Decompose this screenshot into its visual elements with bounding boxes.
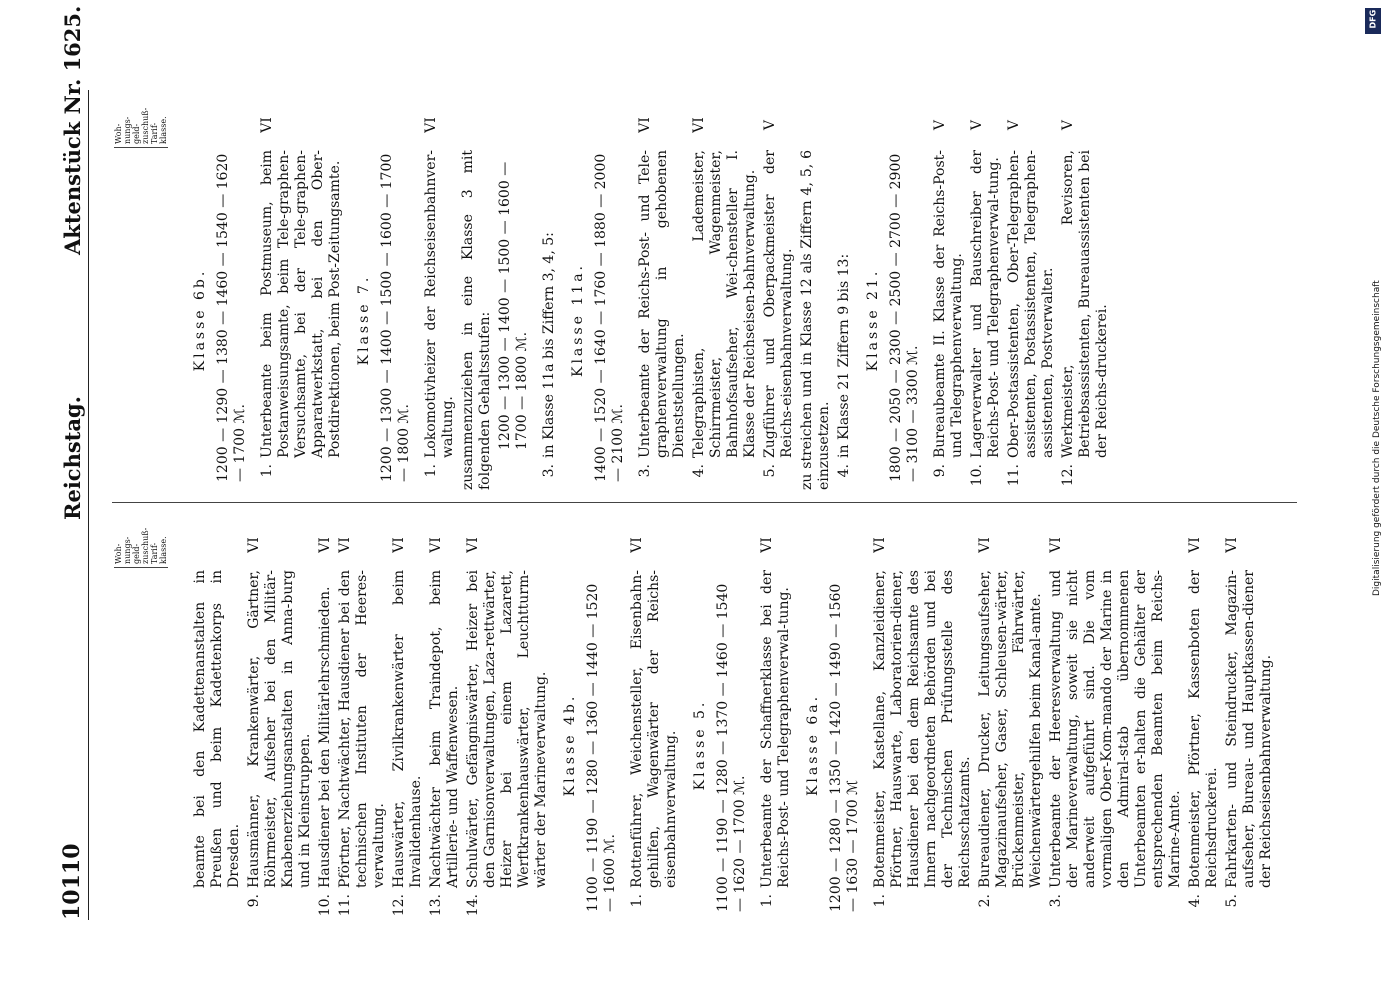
salary-scale: 1800 — 2050 — 2300 — 2500 — 2700 — 2900 — 3100 — 3300 ℳ. (888, 153, 921, 482)
list-item (1187, 510, 1221, 920)
page-number: 10110 (59, 843, 85, 920)
item-text: Werkmeister, Revisoren, Betriebsassistenten, Bureauassistenten bei der Reichs-druckerei. (1060, 150, 1110, 458)
tariff-class: VI (977, 537, 993, 553)
item-text: Botenmeister, Pförtner, Kassenboten der Reichsdruckerei. (1187, 570, 1220, 888)
item-list (932, 90, 1111, 490)
list-item (637, 90, 688, 490)
list-item (1048, 510, 1184, 920)
tariff-class: V (1006, 119, 1022, 131)
item-text: Fahrkarten- und Steindrucker, Magazin-aufseher, Bureau- und Hauptkassen-diener der Reichseisenbahnverwaltung. (1224, 570, 1274, 888)
class-heading: Klasse 7. (356, 274, 372, 366)
header-rule (88, 90, 89, 920)
item-number: 5. (762, 464, 778, 478)
salary-scale: 1100 — 1190 — 1280 — 1360 — 1440 — 1520 — 1600 ℳ. (585, 583, 618, 912)
list-item (977, 510, 1045, 920)
tariff-class: VI (259, 117, 275, 133)
item-number: 5. (1224, 894, 1240, 908)
item-text: Hausdiener bei den Militärlehrschmieden. (317, 586, 333, 888)
column-divider (112, 502, 1297, 503)
salary-scale: 1200 — 1290 — 1380 — 1460 — 1540 — 1620 — 1700 ℳ. (215, 153, 248, 482)
item-text: Telegraphisten, Lademeister, Schirrmeister, Wagenmeister, Bahnhofsaufseher, Wei-chensteller I. Klasse der Reichseisen-bahnverwaltung. (691, 150, 758, 458)
tariff-class: V (1060, 119, 1076, 131)
credit-text: Digitalisierung gefördert durch die Deutsche Forschungsgemeinschaft (1372, 280, 1382, 596)
class-heading: Klasse 21. (865, 268, 881, 372)
item-number: 4. (1187, 894, 1203, 908)
item-text: in Klasse 11a bis Ziffern 3, 4, 5: (541, 232, 557, 458)
tariff-class: VI (637, 117, 653, 133)
merge-instruction: zusammenzuziehen in eine Klasse 3 mit folgenden Gehaltsstufen: (460, 150, 493, 490)
amendment-item (541, 90, 558, 490)
item-text: Schulwärter, Gefängniswärter, Heizer bei den Garnisonverwaltungen, Laza-rettwärter, Heizer bei einem Lazarett, Werftkrankenhauswärter, Leuchtturm-wärter der Marineverwaltung. (465, 570, 549, 888)
item-text: Unterbeamte der Reichs-Post- und Tele-graphenverwaltung in gehobenen Dienststellungen. (637, 150, 687, 458)
list-item (428, 510, 462, 920)
table-header (112, 510, 192, 920)
item-number: 9. (246, 894, 262, 908)
item-text: Rottenführer, Weichensteller, Eisenbahn-gehilfen, Wagenwärter der Reichs-eisenbahnverwaltung. (629, 570, 679, 888)
page-title: Reichstag. (60, 396, 85, 520)
item-number: 1. (759, 894, 775, 908)
right-column (112, 90, 1114, 490)
strike-instruction: zu streichen und in Klasse 12 als Ziffern 4, 5, 6 einzusetzen. (799, 150, 832, 490)
table-header (112, 90, 192, 490)
item-text: Nachtwächter beim Traindepot, beim Artillerie- und Waffenwesen. (428, 570, 461, 888)
item-list (629, 510, 680, 920)
item-text: Bureaubeamte II. Klasse der Reichs-Post- und Telegraphenverwaltung. (932, 150, 965, 458)
salary-scale: 1200 — 1300 — 1400 — 1500 — 1600 — 1700 — 1800 ℳ. (379, 153, 412, 482)
tariff-class: VI (759, 537, 775, 553)
item-list (637, 90, 796, 490)
tariff-class: VI (428, 537, 444, 553)
tariff-class: VI (691, 117, 707, 133)
tariff-class: VI (337, 537, 353, 553)
tariff-class: VI (1187, 537, 1203, 553)
item-number: 4. (691, 464, 707, 478)
item-text: Hausmänner, Krankenwärter, Gärtner, Röhrmeister, Aufseher bei den Militär-Knabenerziehungsanstalten in Anna-burg und in Kleinstruppen. (246, 570, 313, 888)
tariff-class: VI (872, 537, 888, 553)
item-number: 10. (969, 464, 985, 487)
left-column (112, 510, 1278, 920)
tariff-class: V (969, 119, 985, 131)
list-item (759, 510, 793, 920)
item-number: 3. (1048, 894, 1064, 908)
item-number: 10. (317, 894, 333, 917)
item-number: 9. (932, 464, 948, 478)
item-number: 4. (836, 464, 852, 478)
amendment-item (836, 90, 853, 490)
tariff-class: V (932, 119, 948, 131)
item-number: 13. (428, 894, 444, 917)
list-item (691, 90, 759, 490)
item-number: 14. (465, 894, 481, 917)
list-item (465, 510, 550, 920)
list-item (762, 90, 796, 490)
list-item (317, 510, 334, 920)
item-number: 3. (541, 464, 557, 478)
item-number: 11. (337, 894, 353, 917)
tariff-class: VI (391, 537, 407, 553)
class-heading: Klasse 6a. (805, 693, 821, 797)
list-item (246, 510, 314, 920)
tariff-class-header: Woh- nungs- geld- zuschuß- Tarif- klasse. (114, 510, 168, 568)
tariff-class: VI (629, 537, 645, 553)
item-text: Botenmeister, Kastellane, Kanzleidiener, Pförtner, Hauswarte, Laboratorien-diener, Hausdiener bei den dem Reichsamte des Innern nachgeordneten Behörden und bei der Technischen Prüfungsstelle des Reichsschatzamts. (872, 570, 973, 888)
list-item (872, 510, 974, 920)
item-list (759, 510, 793, 920)
digitization-credit (1372, 36, 1382, 596)
list-item (337, 510, 388, 920)
item-text: Unterbeamte der Schaffnerklasse bei der Reichs-Post- und Telegraphenverwal-tung. (759, 570, 792, 888)
tariff-class: VI (465, 537, 481, 553)
class-heading: Klasse 4b. (562, 693, 578, 797)
item-number: 1. (259, 464, 275, 478)
item-text: Pförtner, Nachtwächter, Hausdiener bei den technischen Instituten der Heeres-verwaltung. (337, 570, 387, 888)
class-heading: Klasse 5. (692, 699, 708, 791)
tariff-class: VI (1048, 537, 1064, 553)
item-list (246, 510, 550, 920)
item-number: 3. (637, 464, 653, 478)
list-item (423, 90, 457, 490)
list-item (1006, 90, 1057, 490)
item-text: Unterbeamte beim Postmuseum, beim Postanweisungsamte, beim Tele-graphen-Versuchsamte, bei der Tele-graphen-Apparatwerkstatt, bei den Ober-Postdirektionen, beim Post-Zeitungsamte. (259, 150, 343, 458)
class-heading: Klasse 11a. (570, 263, 586, 377)
item-text: in Klasse 21 Ziffern 9 bis 13: (836, 253, 852, 458)
item-text: Hauswärter, Zivilkrankenwärter beim Invalidenhause. (391, 570, 424, 888)
item-text: Ober-Postassistenten, Ober-Telegraphen-assistenten, Postassistenten, Telegraphen-assistenten, Postverwalter. (1006, 150, 1056, 458)
salary-scale: 1200 — 1300 — 1400 — 1500 — 1600 — 1700 — 1800 ℳ. (497, 161, 530, 450)
tariff-class-header: Woh- nungs- geld- zuschuß- Tarif- klasse. (114, 90, 168, 148)
class-heading: Klasse 6b. (192, 268, 208, 372)
item-number: 1. (423, 464, 439, 478)
list-item (1060, 90, 1111, 490)
item-number: 1. (629, 894, 645, 908)
item-text: Unterbeamte der Heeresverwaltung und der Marineverwaltung, soweit sie nicht anderweit aufgeführt sind. Die vom vormaligen Ober-Kom-mando der Marine in den Admiral-stab übernommenen Unterbeamten er-halten die Gehälter der entsprechenden Beamten beim Reichs-Marine-Amte. (1048, 570, 1183, 888)
item-text: Zugführer und Oberpackmeister der Reichs-eisenbahnverwaltung. (762, 150, 795, 458)
salary-scale: 1400 — 1520 — 1640 — 1760 — 1880 — 2000 — 2100 ℳ. (593, 153, 626, 482)
item-number: 12. (1060, 464, 1076, 487)
list-item (259, 90, 344, 490)
tariff-class: VI (423, 117, 439, 133)
tariff-class: V (762, 119, 778, 131)
tariff-class: VI (246, 537, 262, 553)
item-number: 11. (1006, 464, 1022, 487)
list-item (391, 510, 425, 920)
item-number: 2. (977, 894, 993, 908)
item-text: Lagerverwalter und Bauschreiber der Reichs-Post- und Telegraphenverwal-tung. (969, 150, 1002, 458)
item-number: 1. (872, 894, 888, 908)
salary-scale: 1200 — 1280 — 1350 — 1420 — 1490 — 1560 — 1630 — 1700 ℳ (828, 583, 861, 912)
dfg-logo (1365, 8, 1381, 34)
list-item (1224, 510, 1275, 920)
list-item (969, 90, 1003, 490)
item-list (259, 90, 344, 490)
item-text: Lokomotivheizer der Reichseisenbahnver-waltung. (423, 150, 456, 458)
item-list (872, 510, 1275, 920)
document-reference: Aktenstück Nr. 1625. (60, 5, 85, 255)
list-item (629, 510, 680, 920)
item-list (423, 90, 457, 490)
item-number: 12. (391, 894, 407, 917)
tariff-class: VI (317, 537, 333, 553)
tariff-class: VI (1224, 537, 1240, 553)
continued-text: beamte bei den Kadettenanstalten in Preußen und beim Kadettenkorps in Dresden. (192, 570, 242, 888)
dfg-logo-text: DFG (1368, 9, 1378, 29)
salary-scale: 1100 — 1190 — 1280 — 1370 — 1460 — 1540 — 1620 — 1700 ℳ. (715, 583, 748, 912)
item-text: Bureaudiener, Drucker, Leitungsaufseher, Magazinaufseher, Gaser, Schleusen-wärter, Brückenmeister, Fährwärter, Weichenwärtergehilfen beim Kanal-amte. (977, 570, 1044, 888)
list-item (932, 90, 966, 490)
